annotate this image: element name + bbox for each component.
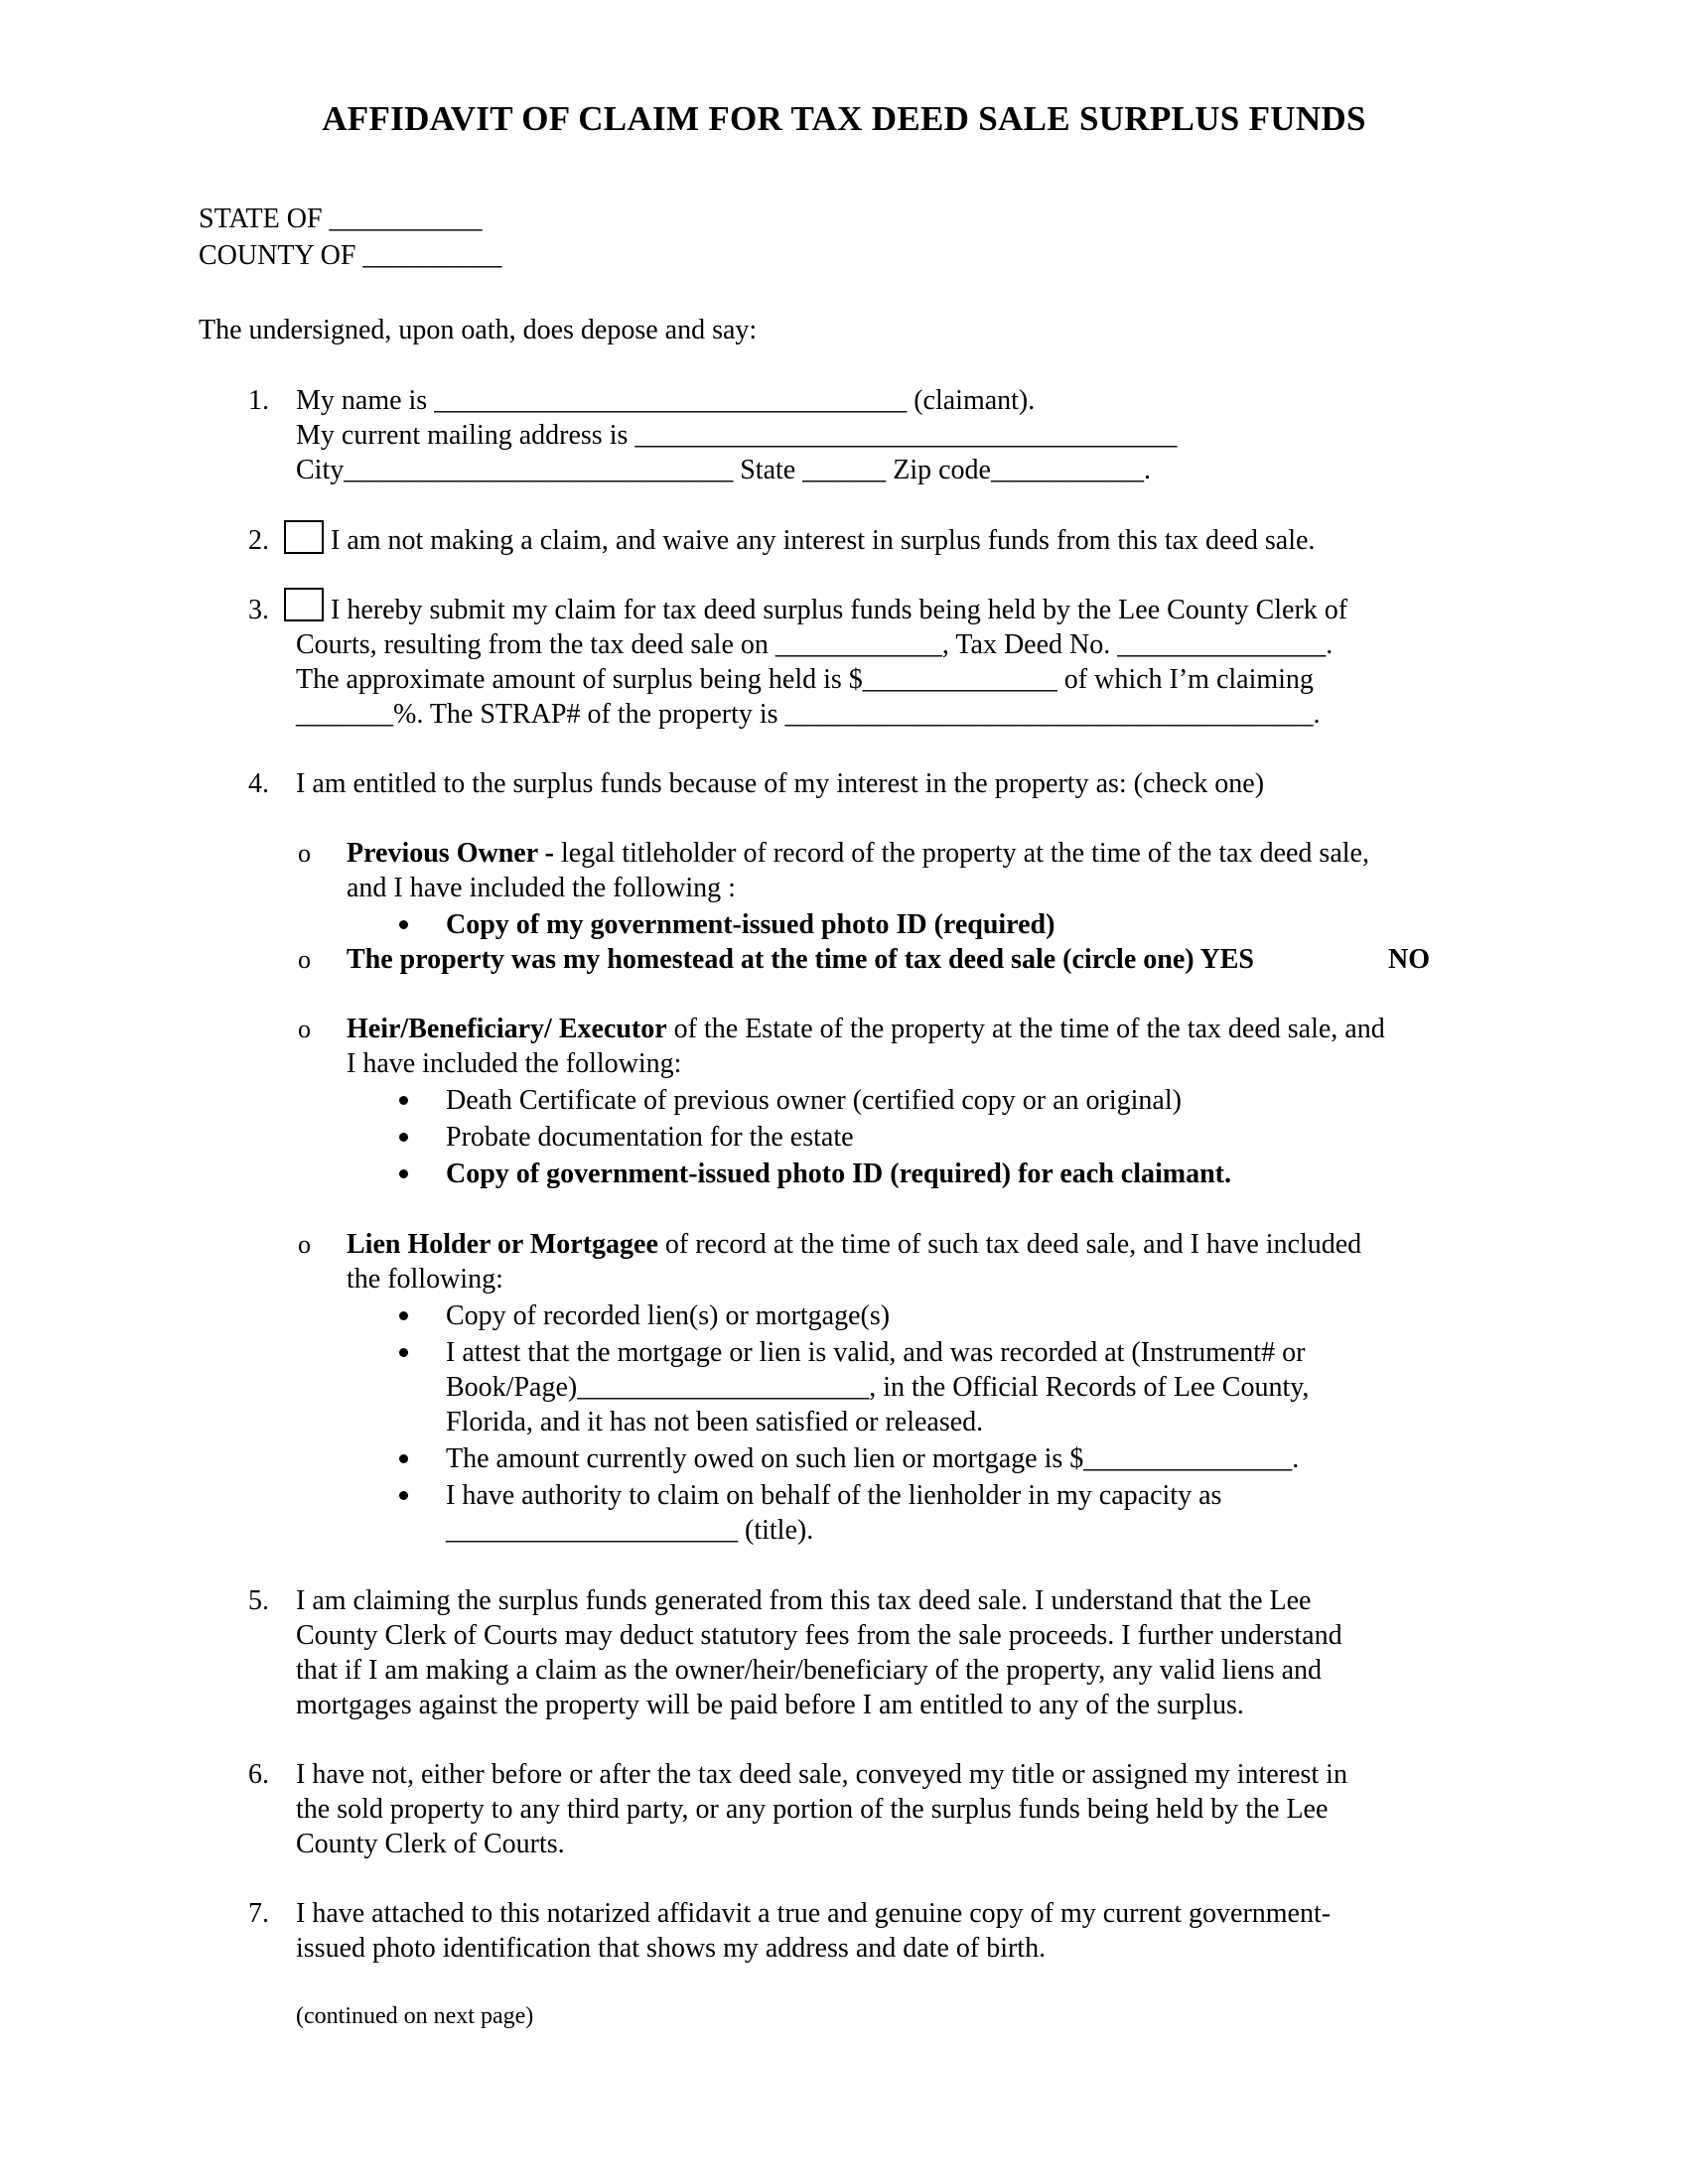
submit-claim-line-2[interactable] (296, 627, 1333, 662)
previous-owner-option-icon[interactable]: o (298, 839, 311, 868)
bullet-icon (399, 1169, 408, 1178)
item-number: 5. (248, 1585, 269, 1616)
item6-line: I have not, either before or after the tax deed sale, conveyed my title or assigned my interest in (296, 1759, 1347, 1790)
item5-line: I am claiming the surplus funds generated from this tax deed sale. I understand that the Lee (296, 1585, 1312, 1616)
heir-line-2: I have included the following: (347, 1048, 682, 1079)
claimant-name-field[interactable]: My name is __________________________________ (claimant). (296, 385, 1036, 416)
lien-book-page-field[interactable]: Book/Page)_____________________, in the Official Records of Lee County, (446, 1372, 1310, 1403)
intro-text: The undersigned, upon oath, does depose and say: (199, 315, 758, 345)
lien-authority-line-1: I have authority to claim on behalf of the lienholder in my capacity as (446, 1480, 1222, 1511)
lien-attest-line-3: Florida, and it has not been satisfied or released. (446, 1407, 984, 1437)
lien-amount-owed-field[interactable]: The amount currently owed on such lien or mortgage is $_______________. (446, 1443, 1300, 1474)
lien-title-field[interactable]: _____________________ (title). (446, 1515, 814, 1546)
lien-attest-line-1: I attest that the mortgage or lien is valid, and was recorded at (Instrument# or (446, 1337, 1306, 1368)
submit-claim-checkbox[interactable] (284, 588, 324, 621)
sale-date-label: Courts, resulting from the tax deed sale on (296, 629, 775, 660)
state-of-field[interactable]: STATE OF ___________ (199, 204, 483, 234)
city-state-zip-field[interactable]: City____________________________ State ______ Zip code___________. (296, 455, 1151, 485)
item-number: 1. (248, 385, 269, 416)
item-number: 7. (248, 1898, 269, 1929)
item-number: 2. (248, 525, 269, 556)
item5-line: mortgages against the property will be paid before I am entitled to any of the surplus. (296, 1690, 1244, 1720)
bullet-icon (399, 1454, 408, 1463)
surplus-amount-field[interactable]: The approximate amount of surplus being held is $______________ of which I’m claiming (296, 664, 1314, 695)
bullet-icon (399, 1491, 408, 1500)
bullet-icon (399, 920, 408, 929)
waive-claim-text: I am not making a claim, and waive any interest in surplus funds from this tax deed sale. (331, 525, 1316, 556)
lien-holder-option-icon[interactable]: o (298, 1230, 311, 1259)
item7-line: I have attached to this notarized affidavit a true and genuine copy of my current government- (296, 1898, 1332, 1929)
item6-line: County Clerk of Courts. (296, 1829, 565, 1859)
mailing-address-field[interactable]: My current mailing address is _______________________________________ (296, 420, 1178, 451)
item-number: 6. (248, 1759, 269, 1790)
lien-recorded-copy: Copy of recorded lien(s) or mortgage(s) (446, 1300, 891, 1331)
item-number: 3. (248, 595, 269, 625)
item7-line: issued photo identification that shows my address and date of birth. (296, 1933, 1047, 1964)
heir-option-icon[interactable]: o (298, 1015, 311, 1043)
bullet-icon (399, 1311, 408, 1320)
bullet-icon (399, 1348, 408, 1357)
sale-date-blank[interactable]: ____________ (774, 629, 942, 660)
heir-photo-id-requirement: Copy of government-issued photo ID (required) for each claimant. (446, 1159, 1231, 1189)
bullet-icon (399, 1133, 408, 1142)
lien-holder-line-1: Lien Holder or Mortgagee of record at the time of such tax deed sale, and I have included (347, 1229, 1362, 1260)
entitlement-intro: I am entitled to the surplus funds because of my interest in the property as: (check one) (296, 768, 1265, 799)
homestead-text: The property was my homestead at the time of tax deed sale (circle one) YES (347, 944, 1255, 975)
homestead-option-icon[interactable]: o (298, 945, 311, 974)
heir-death-certificate: Death Certificate of previous owner (certified copy or an original) (446, 1085, 1182, 1116)
previous-owner-line-1: Previous Owner - legal titleholder of record of the property at the time of the tax deed sale, (347, 838, 1369, 869)
strap-number-field[interactable]: _______%. The STRAP# of the property is ______________________________________. (296, 699, 1321, 730)
heir-probate-docs: Probate documentation for the estate (446, 1122, 854, 1153)
item6-line: the sold property to any third party, or any portion of the surplus funds being held by the Lee (296, 1794, 1329, 1825)
submit-claim-line-1: I hereby submit my claim for tax deed surplus funds being held by the Lee County Clerk of (331, 595, 1348, 625)
heir-line-1: Heir/Beneficiary/ Executor of the Estate of the property at the time of the tax deed sale, and (347, 1014, 1385, 1044)
continued-note: (continued on next page) (296, 2003, 534, 2029)
lien-holder-line-2: the following: (347, 1264, 503, 1295)
homestead-no[interactable]: NO (1388, 944, 1430, 975)
bullet-icon (399, 1096, 408, 1105)
item5-line: County Clerk of Courts may deduct statutory fees from the sale proceeds. I further understand (296, 1620, 1342, 1651)
item-number: 4. (248, 768, 269, 799)
previous-owner-line-2: and I have included the following : (347, 873, 736, 903)
waive-claim-checkbox[interactable] (284, 520, 324, 554)
tax-deed-number-field[interactable]: , Tax Deed No. _______________. (941, 629, 1334, 660)
document-title: AFFIDAVIT OF CLAIM FOR TAX DEED SALE SURPLUS FUNDS (322, 99, 1366, 138)
owner-photo-id-requirement: Copy of my government-issued photo ID (required) (446, 909, 1055, 940)
county-of-field[interactable]: COUNTY OF __________ (199, 240, 502, 271)
item5-line: that if I am making a claim as the owner/heir/beneficiary of the property, any valid liens and (296, 1655, 1323, 1686)
